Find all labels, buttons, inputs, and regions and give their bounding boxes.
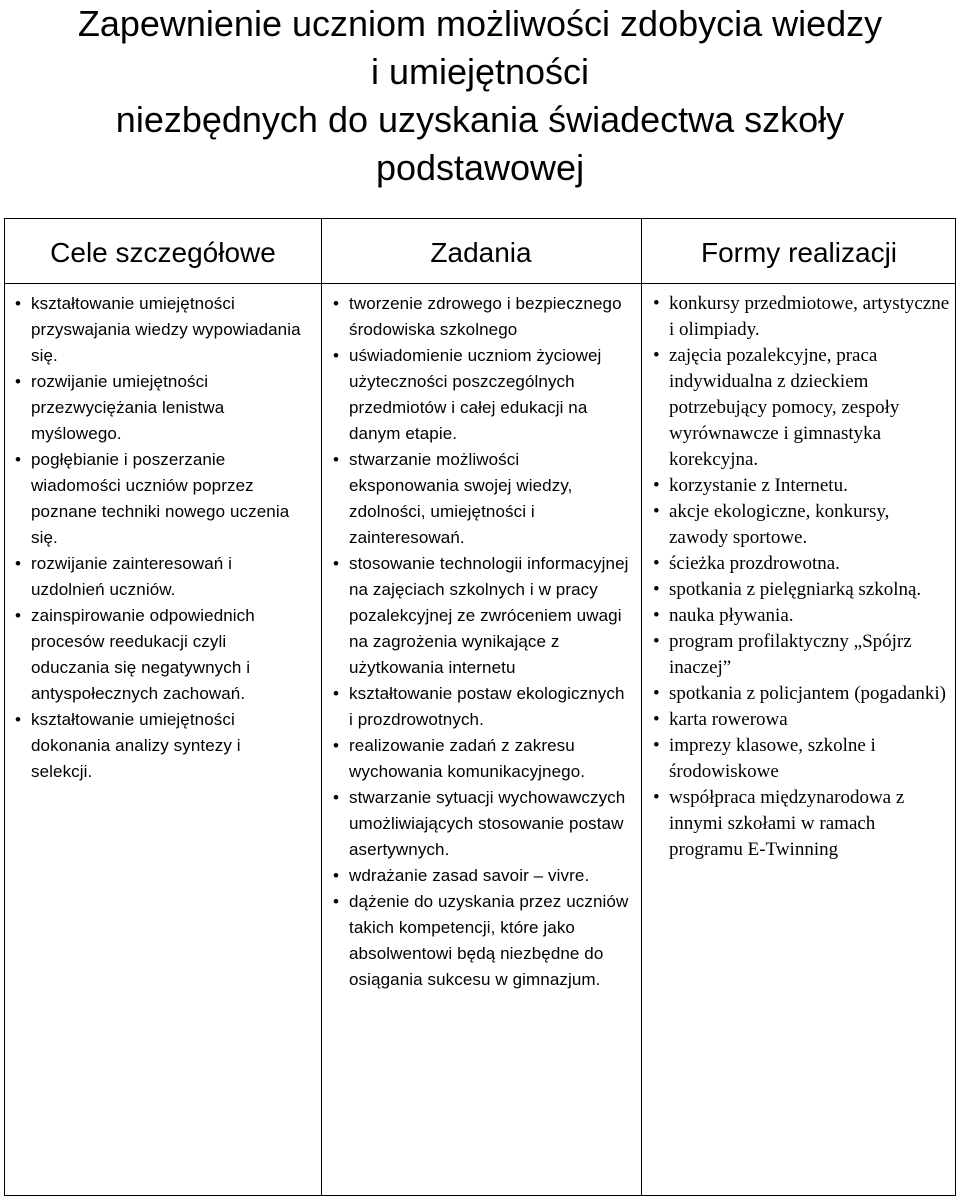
column-header-tasks: Zadania (430, 237, 532, 268)
list-item: • karta rowerowa (651, 707, 951, 733)
title-line: Zapewnienie uczniom możliwości zdobycia wiedzy (77, 3, 883, 44)
title-line: i umiejętności (370, 51, 590, 92)
list-item: • kształtowanie umiejętności dokonania analizy syntezy i selekcji. (13, 707, 303, 785)
list-item: • rozwijanie zainteresowań i uzdolnień uczniów. (13, 551, 303, 603)
plan-table (4, 218, 956, 1196)
tasks-list (331, 291, 631, 993)
list-item: • akcje ekologiczne, konkursy, zawody sportowe. (651, 499, 951, 551)
list-item: • realizowanie zadań z zakresu wychowania komunikacyjnego. (331, 733, 631, 785)
list-item: • stwarzanie możliwości eksponowania swojej wiedzy, zdolności, umiejętności i zainteresowań. (331, 447, 631, 551)
list-item: • uświadomienie uczniom życiowej użyteczności poszczególnych przedmiotów i całej edukacji na danym etapie. (331, 343, 631, 447)
list-item: • ścieżka prozdrowotna. (651, 551, 951, 577)
goals-list (13, 291, 303, 785)
list-item: • program profilaktyczny „Spójrz inaczej” (651, 629, 951, 681)
tasks-column (331, 291, 631, 993)
list-item: • stosowanie technologii informacyjnej na zajęciach szkolnych i w pracy pozalekcyjnej ze zwróceniem uwagi na zagrożenia wynikające z użytkowania internetu (331, 551, 631, 681)
forms-column (651, 291, 951, 863)
list-item: • dążenie do uzyskania przez uczniów takich kompetencji, które jako absolwentowi będą niezbędne do osiągania sukcesu w gimnazjum. (331, 889, 631, 993)
list-item: • kształtowanie umiejętności przyswajania wiedzy wypowiadania się. (13, 291, 303, 369)
list-item: • stwarzanie sytuacji wychowawczych umożliwiających stosowanie postaw asertywnych. (331, 785, 631, 863)
column-divider (321, 219, 322, 1195)
list-item: • rozwijanie umiejętności przezwyciężania lenistwa myślowego. (13, 369, 303, 447)
title-line: niezbędnych do uzyskania świadectwa szkoły (115, 99, 845, 140)
list-item: • współpraca międzynarodowa z innymi szkołami w ramach programu E-Twinning (651, 785, 951, 863)
list-item: • spotkania z policjantem (pogadanki) (651, 681, 951, 707)
column-divider (641, 219, 642, 1195)
list-item: • pogłębianie i poszerzanie wiadomości uczniów poprzez poznane techniki nowego uczenia się. (13, 447, 303, 551)
column-header-goals: Cele szczegółowe (50, 237, 276, 268)
list-item: • konkursy przedmiotowe, artystyczne i olimpiady. (651, 291, 951, 343)
goals-column (13, 291, 303, 785)
header-divider (5, 283, 955, 284)
page-title (0, 0, 960, 192)
list-item: • wdrażanie zasad savoir – vivre. (331, 863, 631, 889)
list-item: • zainspirowanie odpowiednich procesów reedukacji czyli oduczania się negatywnych i antyspołecznych zachowań. (13, 603, 303, 707)
list-item: • kształtowanie postaw ekologicznych i prozdrowotnych. (331, 681, 631, 733)
list-item: • nauka pływania. (651, 603, 951, 629)
list-item: • korzystanie z Internetu. (651, 473, 951, 499)
forms-list (651, 291, 951, 863)
list-item: • imprezy klasowe, szkolne i środowiskowe (651, 733, 951, 785)
column-header-forms: Formy realizacji (700, 237, 898, 268)
list-item: • spotkania z pielęgniarką szkolną. (651, 577, 951, 603)
list-item: • zajęcia pozalekcyjne, praca indywidualna z dzieckiem potrzebujący pomocy, zespoły wyrównawcze i gimnastyka korekcyjna. (651, 343, 951, 473)
list-item: • tworzenie zdrowego i bezpiecznego środowiska szkolnego (331, 291, 631, 343)
title-line: podstawowej (375, 147, 585, 188)
